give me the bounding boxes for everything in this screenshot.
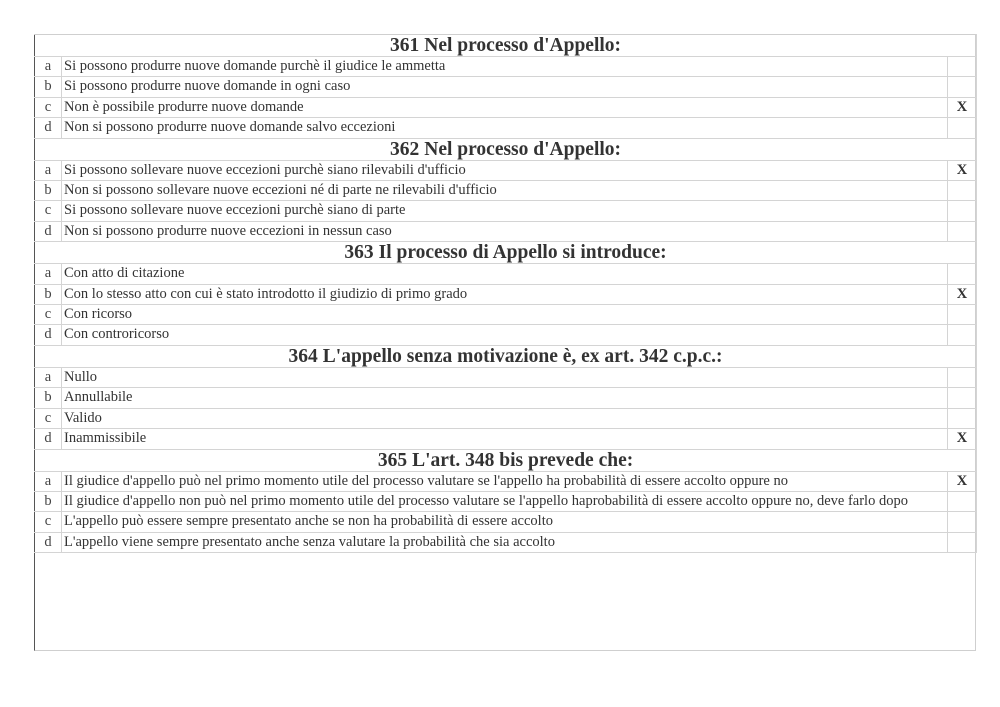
answer-letter: b — [35, 388, 62, 408]
answer-mark — [948, 408, 977, 428]
quiz-table — [34, 34, 977, 553]
question-title — [35, 35, 977, 57]
answer-text: Il giudice d'appello può nel primo momento utile del processo valutare se l'appello ha probabilità di essere accolto oppure no — [62, 471, 948, 491]
answer-text: Non è possibile produrre nuove domande — [62, 97, 948, 117]
answer-row — [35, 201, 977, 221]
answer-row — [35, 408, 977, 428]
answer-row — [35, 221, 977, 241]
answer-letter: d — [35, 325, 62, 345]
answer-row — [35, 264, 977, 284]
answer-mark: X — [948, 160, 977, 180]
answer-row — [35, 471, 977, 491]
answer-mark: X — [948, 97, 977, 117]
answer-letter: c — [35, 97, 62, 117]
question-number: 362 — [389, 138, 420, 160]
answer-letter: c — [35, 512, 62, 532]
answer-mark — [948, 118, 977, 138]
question-text: Il processo di Appello si introduce: — [378, 242, 667, 264]
answer-letter: c — [35, 305, 62, 325]
answer-mark — [948, 491, 977, 511]
question-header — [35, 242, 977, 264]
answer-text: Con lo stesso atto con cui è stato introdotto il giudizio di primo grado — [62, 284, 948, 304]
answer-letter: b — [35, 491, 62, 511]
answer-mark: X — [948, 284, 977, 304]
answer-row — [35, 57, 977, 77]
question-number: 363 — [344, 242, 374, 264]
answer-text: Con ricorso — [62, 305, 948, 325]
answer-row — [35, 388, 977, 408]
answer-text: Valido — [62, 408, 948, 428]
answer-mark — [948, 77, 977, 97]
answer-text: Si possono produrre nuove domande in ogni caso — [62, 77, 948, 97]
answer-letter: b — [35, 77, 62, 97]
answer-text: Annullabile — [62, 388, 948, 408]
answer-letter: b — [35, 181, 62, 201]
answer-mark: X — [948, 429, 977, 449]
answer-mark — [948, 221, 977, 241]
answer-mark — [948, 532, 977, 552]
answer-letter: a — [35, 160, 62, 180]
answer-row — [35, 367, 977, 387]
answer-text: Inammissibile — [62, 429, 948, 449]
answer-text: Si possono produrre nuove domande purchè il giudice le ammetta — [62, 57, 948, 77]
question-header — [35, 345, 977, 367]
answer-row — [35, 325, 977, 345]
answer-letter: a — [35, 367, 62, 387]
answer-mark — [948, 305, 977, 325]
answer-text: Nullo — [62, 367, 948, 387]
question-number: 361 — [389, 35, 420, 56]
answer-row — [35, 532, 977, 552]
answer-mark — [948, 325, 977, 345]
answer-row — [35, 429, 977, 449]
answer-letter: c — [35, 201, 62, 221]
answer-mark — [948, 181, 977, 201]
question-title — [35, 138, 977, 160]
answer-mark: X — [948, 471, 977, 491]
answer-row — [35, 77, 977, 97]
answer-row — [35, 181, 977, 201]
answer-row — [35, 97, 977, 117]
question-text: Nel processo d'Appello: — [424, 35, 622, 56]
question-text: Nel processo d'Appello: — [424, 138, 622, 160]
answer-text: Si possono sollevare nuove eccezioni purchè siano rilevabili d'ufficio — [62, 160, 948, 180]
answer-letter: d — [35, 118, 62, 138]
answer-mark — [948, 367, 977, 387]
answer-mark — [948, 512, 977, 532]
answer-text: Non si possono produrre nuove eccezioni in nessun caso — [62, 221, 948, 241]
question-header — [35, 138, 977, 160]
question-title — [35, 449, 977, 471]
question-header — [35, 449, 977, 471]
question-header — [35, 35, 977, 57]
answer-text: Non si possono sollevare nuove eccezioni né di parte ne rilevabili d'ufficio — [62, 181, 948, 201]
question-number: 364 — [288, 345, 318, 367]
answer-letter: a — [35, 264, 62, 284]
answer-row — [35, 118, 977, 138]
answer-mark — [948, 57, 977, 77]
answer-letter: d — [35, 532, 62, 552]
answer-text: Si possono sollevare nuove eccezioni purchè siano di parte — [62, 201, 948, 221]
answer-letter: a — [35, 471, 62, 491]
answer-row — [35, 160, 977, 180]
answer-text: L'appello viene sempre presentato anche senza valutare la probabilità che sia accolto — [62, 532, 948, 552]
question-title — [35, 345, 977, 367]
answer-text: Non si possono produrre nuove domande salvo eccezioni — [62, 118, 948, 138]
question-text: L'art. 348 bis prevede che: — [412, 449, 634, 471]
answer-letter: d — [35, 221, 62, 241]
answer-text: L'appello può essere sempre presentato anche se non ha probabilità di essere accolto — [62, 512, 948, 532]
answer-letter: b — [35, 284, 62, 304]
answer-row — [35, 305, 977, 325]
answer-text: Con atto di citazione — [62, 264, 948, 284]
answer-mark — [948, 201, 977, 221]
answer-letter: c — [35, 408, 62, 428]
answer-letter: a — [35, 57, 62, 77]
question-text: L'appello senza motivazione è, ex art. 342 c.p.c.: — [322, 345, 723, 367]
answer-mark — [948, 388, 977, 408]
answer-mark — [948, 264, 977, 284]
question-title — [35, 242, 977, 264]
answer-letter: d — [35, 429, 62, 449]
answer-row — [35, 491, 977, 511]
answer-row — [35, 284, 977, 304]
answer-row — [35, 512, 977, 532]
answer-text: Con controricorso — [62, 325, 948, 345]
question-number: 365 — [377, 449, 408, 471]
answer-text: Il giudice d'appello non può nel primo momento utile del processo valutare se l'appello haprobabilità di essere accolto oppure no, deve farlo dopo — [62, 491, 948, 511]
